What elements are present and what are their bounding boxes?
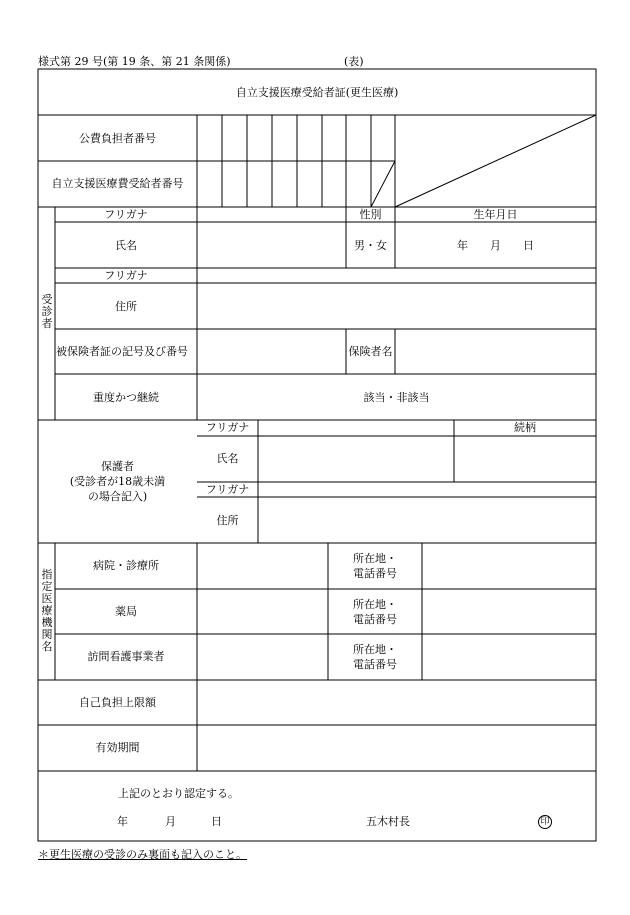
name-label: 氏名	[115, 239, 137, 252]
gender-options: 男・女	[354, 239, 387, 252]
cert-year-label: 年	[117, 815, 128, 828]
mayor-title: 五木村長	[366, 815, 410, 828]
address-label: 住所	[115, 300, 137, 313]
form-number: 様式第 29 号(第 19 条、第 21 条関係)	[38, 55, 231, 68]
form-side: (表)	[344, 55, 364, 68]
public-payer-number-label: 公費負担者番号	[79, 132, 156, 145]
guardian-address-label: 住所	[216, 514, 239, 527]
hospital-location-label: 所在地・	[353, 552, 397, 565]
validity-period-label: 有効期間	[95, 741, 140, 754]
visiting-nursing-phone-label: 電話番号	[353, 658, 397, 671]
guardian-address-furigana-label: フリガナ	[205, 483, 250, 496]
cert-month-label: 月	[165, 815, 176, 828]
copay-limit-label: 自己負担上限額	[79, 696, 156, 709]
guardian-name-label: 氏名	[216, 452, 239, 465]
certification-statement: 上記のとおり認定する。	[118, 787, 239, 800]
address-furigana-label: フリガナ	[104, 269, 148, 282]
seal-mark: 印	[538, 815, 552, 829]
designated-institutions-label: 指定医療機関名	[41, 568, 53, 653]
severe-continuous-label: 重度かつ継続	[93, 391, 159, 404]
recipient-number-label: 自立支援医療費受給者番号	[51, 177, 184, 190]
birth-date-label: 生年月日	[473, 208, 518, 221]
guardian-label: 保護者	[101, 460, 134, 473]
visiting-nursing-location-label: 所在地・	[353, 643, 397, 656]
hospital-phone-label: 電話番号	[353, 567, 397, 580]
hospital-label: 病院・診療所	[93, 559, 159, 572]
guardian-furigana-label: フリガナ	[205, 421, 250, 434]
footnote: ＊更生医療の受診のみ裏面も記入のこと。	[38, 848, 247, 861]
patient-section-label: 受診者	[41, 293, 53, 330]
pharmacy-label: 薬局	[115, 605, 137, 618]
guardian-note-line2: の場合記入)	[87, 490, 148, 503]
visiting-nursing-label: 訪問看護事業者	[87, 650, 165, 663]
guardian-note-line1: (受診者が18歳未満	[69, 475, 166, 488]
relationship-label: 続柄	[514, 421, 536, 434]
cert-day-label: 日	[211, 815, 222, 828]
insurer-name-label: 保険者名	[348, 345, 393, 358]
applicability-options: 該当・非該当	[363, 391, 430, 404]
form-title: 自立支援医療受給者証(更生医療)	[235, 86, 399, 99]
gender-label: 性別	[359, 208, 382, 221]
insurance-card-number-label: 被保険者証の記号及び番号	[56, 345, 188, 358]
pharmacy-location-label: 所在地・	[353, 598, 397, 611]
pharmacy-phone-label: 電話番号	[353, 613, 397, 626]
furigana-label: フリガナ	[104, 208, 148, 221]
birth-date-format: 年 月 日	[457, 239, 534, 252]
